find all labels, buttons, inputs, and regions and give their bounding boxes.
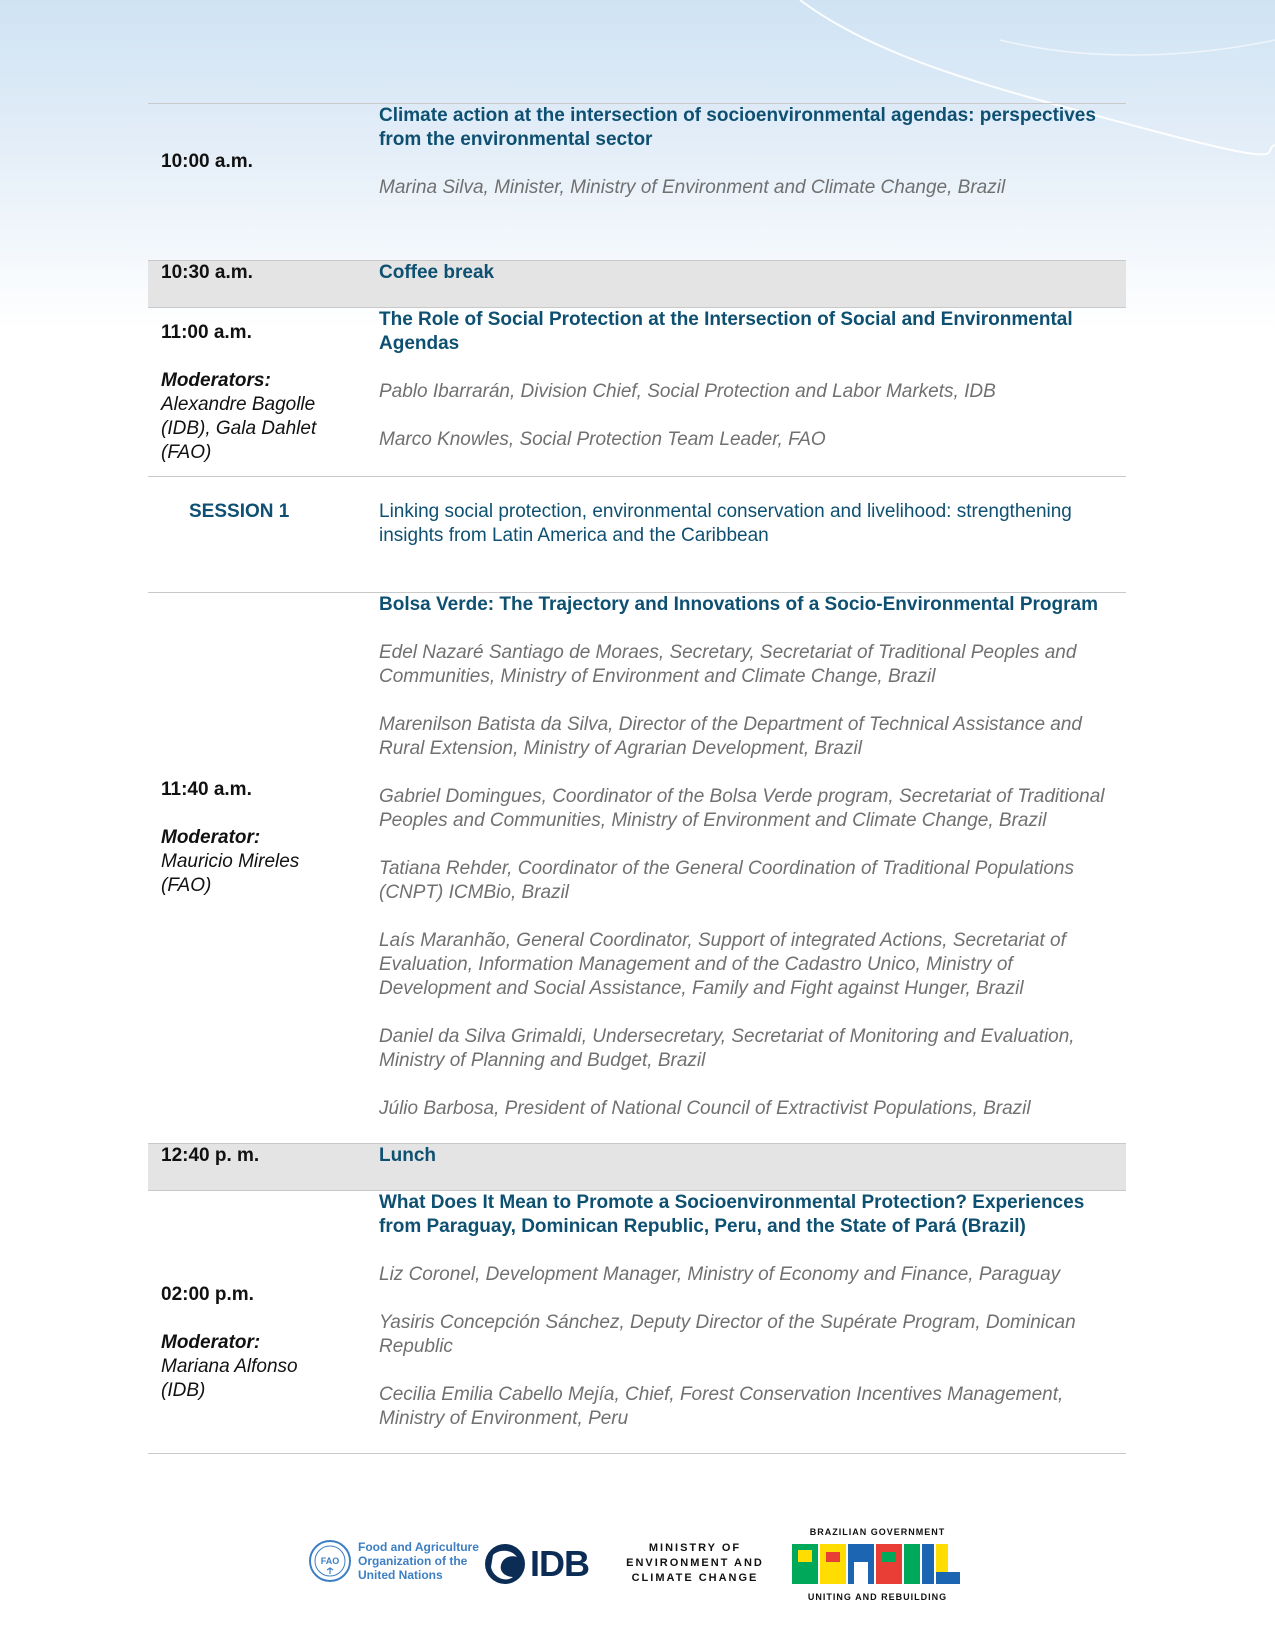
content-cell <box>379 1191 1126 1454</box>
time-label: 10:00 a.m. <box>161 151 253 172</box>
speaker: Marenilson Batista da Silva, Director of the Department of Technical Assistance and Rural Extension, Ministry of Agrarian Development, Brazil <box>379 714 1082 759</box>
moderator-names: Alexandre Bagolle (IDB), Gala Dahlet (FAO) <box>161 394 317 463</box>
agenda-row <box>148 308 1126 477</box>
speaker: Gabriel Domingues, Coordinator of the Bolsa Verde program, Secretariat of Traditional Peoples and Communities, Ministry of Environment and Climate Change, Brazil <box>379 786 1105 831</box>
speaker: Júlio Barbosa, President of National Council of Extractivist Populations, Brazil <box>379 1098 1031 1119</box>
speaker: Liz Coronel, Development Manager, Ministry of Economy and Finance, Paraguay <box>379 1264 1061 1285</box>
session-label-cell <box>148 477 379 593</box>
fao-emblem-icon <box>308 1539 352 1583</box>
speaker: Marco Knowles, Social Protection Team Leader, FAO <box>379 429 826 450</box>
fao-name: Food and Agriculture Organization of the United Nations <box>358 1540 479 1582</box>
session-title: Coffee break <box>379 262 495 283</box>
time-label: 11:00 a.m. <box>161 322 252 343</box>
agenda-row <box>148 104 1126 261</box>
session-text-cell <box>379 477 1126 593</box>
idb-name: IDB <box>530 1543 589 1584</box>
session-title: Climate action at the intersection of socioenvironmental agendas: perspectives from the environmental sector <box>379 105 1096 150</box>
speaker: Tatiana Rehder, Coordinator of the General Coordination of Traditional Populations (CNPT) ICMBio, Brazil <box>379 858 1074 903</box>
time-label: 11:40 a.m. <box>161 779 252 800</box>
content-cell <box>379 593 1126 1144</box>
brasil-wordmark <box>792 1542 962 1593</box>
fao-logo <box>308 1539 352 1588</box>
agenda-row <box>148 1191 1126 1454</box>
agenda-row-break <box>148 1144 1126 1191</box>
time-cell <box>148 1144 379 1191</box>
time-label: 10:30 a.m. <box>161 262 253 283</box>
brasil-slogan: UNITING AND REBUILDING <box>807 1592 948 1602</box>
content-cell <box>379 1144 1126 1191</box>
speaker: Laís Maranhão, General Coordinator, Support of integrated Actions, Secretariat of Evaluation, Information Management and of the Cadastro Unico, Ministry of Development and Social Assistance, Family and Fight against Hunger, Brazil <box>379 930 1066 999</box>
ministry-name: MINISTRY OF ENVIRONMENT AND CLIMATE CHANGE <box>626 1542 764 1584</box>
time-cell <box>148 1191 379 1454</box>
session-title: Lunch <box>379 1145 436 1166</box>
session-title: What Does It Mean to Promote a Socioenvironmental Protection? Experiences from Paraguay, Dominican Republic, Peru, and the State of Pará (Brazil) <box>379 1192 1085 1237</box>
brasil-wordmark-icon <box>792 1542 962 1588</box>
time-label: 02:00 p.m. <box>161 1284 254 1305</box>
agenda-row-break <box>148 261 1126 308</box>
time-cell <box>148 593 379 1144</box>
time-cell <box>148 261 379 308</box>
content-cell <box>379 104 1126 261</box>
agenda-table <box>148 103 1126 1454</box>
content-cell <box>379 308 1126 477</box>
idb-logo <box>483 1543 527 1590</box>
speaker: Marina Silva, Minister, Ministry of Environment and Climate Change, Brazil <box>379 177 1006 198</box>
moderator-label: Moderator: <box>161 827 261 848</box>
session-title: Bolsa Verde: The Trajectory and Innovations of a Socio-Environmental Program <box>379 594 1098 615</box>
moderator-label: Moderators: <box>161 370 271 391</box>
brasil-top-text: BRAZILIAN GOVERNMENT <box>809 1527 946 1537</box>
content-cell <box>379 261 1126 308</box>
idb-globe-icon <box>483 1543 527 1585</box>
speaker: Cecilia Emilia Cabello Mejía, Chief, Forest Conservation Incentives Management, Ministry of Environment, Peru <box>379 1384 1064 1429</box>
moderator-label: Moderator: <box>161 1332 261 1353</box>
session-description: Linking social protection, environmental conservation and livelihood: strengthening insights from Latin America and the Caribbean <box>379 501 1072 546</box>
time-label: 12:40 p. m. <box>161 1145 260 1166</box>
speaker: Yasiris Concepción Sánchez, Deputy Director of the Supérate Program, Dominican Republic <box>379 1312 1076 1357</box>
speaker: Daniel da Silva Grimaldi, Undersecretary, Secretariat of Monitoring and Evaluation, Ministry of Planning and Budget, Brazil <box>379 1026 1075 1071</box>
moderator-names: Mariana Alfonso (IDB) <box>161 1356 298 1401</box>
time-cell <box>148 308 379 477</box>
session-header-row <box>148 477 1126 593</box>
moderator-names: Mauricio Mireles (FAO) <box>161 851 300 896</box>
time-cell <box>148 104 379 261</box>
footer-logos <box>300 1527 1000 1607</box>
agenda-row <box>148 593 1126 1144</box>
session-label: SESSION 1 <box>189 501 290 522</box>
svg-text:FAO: FAO <box>320 1556 340 1566</box>
speaker: Edel Nazaré Santiago de Moraes, Secretary, Secretariat of Traditional Peoples and Communities, Ministry of Environment and Climate Change, Brazil <box>379 642 1077 687</box>
speaker: Pablo Ibarrarán, Division Chief, Social Protection and Labor Markets, IDB <box>379 381 996 402</box>
session-title: The Role of Social Protection at the Intersection of Social and Environmental Agendas <box>379 309 1073 354</box>
